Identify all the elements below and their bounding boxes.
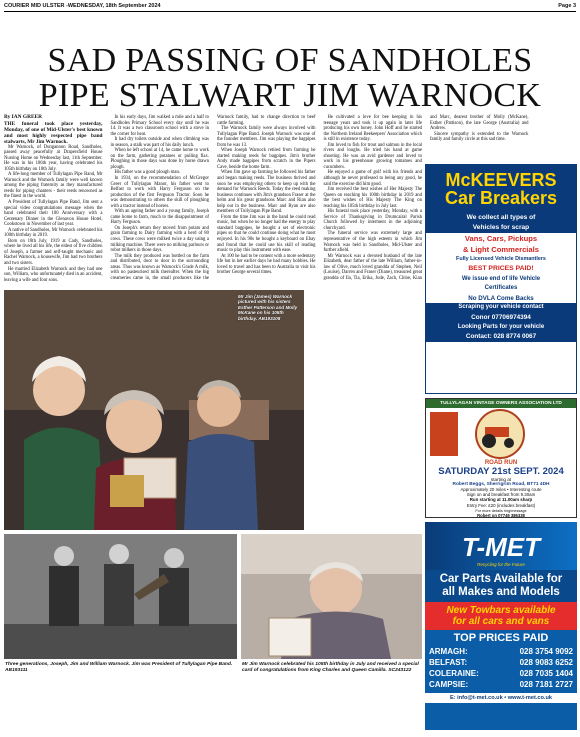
tmet-towbars-2: for all cars and vans: [452, 616, 550, 627]
mckeevers-line: Fully Licensed Vehicle Dismantlers: [426, 255, 576, 264]
tmet-location-name: COLERAINE:: [429, 669, 479, 678]
article-paragraph: His father was a good plough man.: [114, 170, 180, 176]
article-paragraph: When Joseph Warnock retired from farming he started making reeds for bagpipes. Jim's brother Andy made bagpipes from scratch in the Pipers Cave, beside the home farm.: [217, 148, 316, 170]
three-generations-caption: Three generations, Joseph, Jim and William Warnock. Jim was President of Tullylagan Pipe Band. AB193111: [5, 662, 233, 673]
road-run-detail: Sign on and breakfast from 9.30am: [466, 492, 536, 498]
mckeevers-line: Conor 07706974394: [426, 313, 576, 323]
tmet-location-row: [425, 679, 577, 690]
mckeevers-line: BEST PRICES PAID!: [426, 264, 576, 274]
article-paragraph: At 100 he had to be content with a more sedentary life but in her earlier days he had many hobbies. He loved to travel and has been to Australia to visit his brother George several times.: [217, 253, 316, 276]
road-run-detail: Entry Fee: £20 (includes breakfast): [466, 502, 536, 508]
page-header: [4, 3, 576, 12]
tmet-location-row: [425, 657, 577, 668]
road-run-ad[interactable]: [425, 398, 577, 518]
article-paragraph: Sincere sympathy is extended to the Warnock family and family circle at this sad time.: [430, 131, 529, 143]
road-run-starting: starting at: [490, 477, 512, 482]
article-paragraph: It had dry toilets outside and when climbing was in season, a stalk was part of his daily lunch.: [110, 137, 209, 148]
tmet-tagline: Recycling for the Future: [477, 562, 525, 567]
road-run-details: [426, 487, 576, 508]
paper-dateline: COURIER MID ULSTER -WEDNESDAY, 18th September 2024: [4, 3, 161, 9]
mckeevers-line: Scraping your vehicle contact: [426, 303, 576, 313]
road-run-contact-info: For more details ring/message: [475, 508, 527, 513]
road-run-date: SATURDAY 21st SEPT. 2024: [438, 466, 564, 477]
article-lede: THE funeral took place yesterday, Monday, of one of Mid-Ulster's best known and most highly respected pipe band stalwarts, Mr Jim Warnock.: [4, 120, 103, 145]
mckeevers-brand-line-2: Car Breakers: [444, 188, 558, 208]
birthday-photo-illustration: [241, 534, 422, 659]
byline: By IAN GREER: [4, 114, 43, 120]
article-paragraph: A President of Tullylagan Pipe Band, Jim sent a special video congratulations message when the band celebrated their 100 Anniversary with a Centenary Dinner in the Glenavon House Hotel, Cookstown in November of last year.: [4, 200, 103, 228]
three-generations-photo: [4, 534, 237, 659]
main-photo-illustration: [4, 290, 304, 530]
article-paragraph: The Warnock family were always involved with Tullylagan Pipe Band. Joseph Warnock was one of the founder members. Jim was playing the bagpipes from he was 13.: [217, 126, 316, 148]
headline-line-2: PIPE STALWART JIM WARNOCK: [38, 77, 542, 114]
tmet-location-name: BELFAST:: [429, 658, 468, 667]
road-run-detail: Approximately 20 miles • Interesting route: [460, 487, 542, 492]
mckeevers-line: Looking Parts for your vehicle: [426, 323, 576, 333]
article-paragraph: He cultivated a love for bee keeping in his teenage years and took it up again in later life producing his own honey. John Hoff and he started the Northern Ireland Beekeepers' Association which is still in existence today.: [323, 115, 422, 143]
main-photo: [4, 290, 304, 530]
tmet-location-phone[interactable]: 028 7181 2727: [519, 680, 573, 689]
tmet-towbars-1: New Towbars available: [446, 605, 556, 616]
tmet-headline-1: Car Parts Available for: [439, 573, 563, 585]
tmet-locations: [425, 646, 577, 690]
road-run-venue: Robert Beggs, Sherrigrim Road, BT71 4DH: [452, 482, 550, 487]
tmet-location-name: ARMAGH:: [429, 647, 468, 656]
article-paragraph: In his early days, Jim walked a mile and a half to Sandholes Primary School every day until he was 14. It was a two classroom school with a stove in the corner for heat.: [110, 115, 209, 137]
tmet-ad[interactable]: [425, 522, 577, 730]
page-number: Page 3: [558, 3, 576, 9]
mckeevers-line: Vans, Cars, Pickups: [426, 233, 576, 244]
tmet-headline-2: all Makes and Models: [442, 586, 560, 598]
mckeevers-line: Certificates: [426, 284, 576, 294]
article-paragraph: From the time Jim was in the band he could read music, but when he no longer had the energy to play standard bagpipes, he bought a set of electronic pipes so that he could continue doing what he most enjoyed. In his 90s he bought a keyboard on Ebay and found that he could use his skill of reading music to play this instrument with ease.: [217, 214, 316, 254]
mckeevers-line: & Light Commercials: [426, 244, 576, 255]
road-run-detail: Run starting at 11.00am sharp: [469, 497, 533, 503]
mckeevers-lines: [426, 213, 576, 342]
main-photo-caption: Mr Jim (James) Warnock pictured with his sisters Esther Patterson and Molly McKane on his 105th birthday. AB193108: [238, 294, 298, 321]
article-paragraph: When Jim gave up farming he followed his father and began making reeds. The business thrived and soon he was employing others to keep up with the demand for Warnock Reeds. Today the reed making business continues with Jim's grandson Fraser at the helm and his great grandsons Marc and Rian also help out in the business. Marc and Ryan are also members of Tullylagan Pipe Band.: [217, 170, 316, 215]
tmet-location-phone[interactable]: 028 9083 6252: [519, 658, 573, 667]
tmet-location-phone[interactable]: 028 3754 9092: [519, 647, 573, 656]
tmet-contact: E: info@t-met.co.uk • www.t-met.co.uk: [425, 693, 577, 703]
birthday-photo: [241, 534, 422, 659]
tractor-icon: [465, 409, 535, 459]
article-paragraph: His funeral took place yesterday, Monday, with a Service of Thanksgiving in Drumcairal Parish Church followed by interment in the adjoining churchyard.: [323, 209, 422, 231]
mckeevers-line: We issue end of life Vehicle: [426, 275, 576, 285]
mckeevers-brand: [426, 165, 576, 213]
mckeevers-line: Vehicles for scrap: [426, 223, 576, 233]
road-run-contact: Robert on 07749 386338: [477, 512, 525, 518]
article-paragraph: With an ageing father and a young family, Joseph came home to farm, much to the disappointment of Harry Ferguson.: [110, 209, 209, 226]
tmet-location-row: [425, 646, 577, 657]
article-paragraph: On Joseph's return they moved from potato and grain farming to Dairy farming with a herd of 80 cows. These cows were milked twice a day using a milking machine. There were no milking parlours or robot milkers in those days.: [110, 225, 209, 254]
article-paragraph: Jim loved to fish for trout and salmon in the local rivers and loughs. He tried his hand at game shooting. He was an avid gardener and loved to work in his greenhouse growing tomatoes and cucumbers.: [323, 142, 422, 170]
article-paragraph: Jim received the best wishes of Her Majesty The Queen on reaching his 100th birthday in 2019 and the best wishes of His Majesty The King on reaching his 105th birthday in July last.: [323, 187, 422, 209]
article-paragraph: Mr Warnock was a devoted husband of the late Elizabeth, dear father of the late William, father-in-law of Olive, much loved grandda of Stephen, Neil (Louise), Darren and Fraser (Diane), treasured great grandda of Ila, Tia, Erika, Jude, Zach, Chloe, Kian and Marc, dearest brother of Molly (McKane), Esther (Pattison), the late George (Australia) and Andrew.: [323, 115, 529, 281]
article-paragraph: When he left school at 14, he came home to work on the farm, gathering potatoes or pulling flax. Ploughing in those days was done by horse drawn plough.: [110, 148, 209, 170]
road-run-title: ROAD RUN: [484, 460, 518, 466]
birthday-caption: Mr Jim Warnock celebrated his 105th birthday in July and received a special card of congratulations from King Charles and Queen Camilla. SC243122: [242, 662, 419, 673]
article-paragraph: The funeral service was extremely large and representative of the high esteem in which Jim Warnock was held in Sandholes, Mid-Ulster and further afield.: [323, 231, 422, 254]
mckeevers-line: No DVLA Come Backs: [426, 294, 576, 304]
article-paragraph: In 1934, on the recommendation of McGregor Greer of Tullylagan Manor, his father went to Belfast to work with Harry Ferguson on the production of the first Ferguson Tractor. Soon he was demonstrating to others the skill of ploughing with a tractor instead of horses.: [110, 176, 209, 209]
article-paragraph: The milk they produced was bottled on the farm and distributed, door to door in the surrounding areas. Thus was known as Warnock's Grade A milk, with no pasteurised milk thereafter. When the big creameries came in, the small producers like the Warnock family, had to change direction to beef cattle farming.: [110, 115, 316, 281]
article-paragraph: Mr Warnock, of Dungannon Road, Sandholes, passed away peacefully at Drapersfield House Nursing Home on Wednesday last, 11th September. He was in his 106th year, having celebrated his 105th birthday on 18th July.: [4, 144, 103, 172]
headline-line-1: SAD PASSING OF SANDHOLES: [47, 42, 533, 79]
tmet-location-name: CAMPSIE:: [429, 680, 469, 689]
road-run-header: TULLYLAGAN VINTAGE OWNERS ASSOCIATION LTD: [426, 399, 576, 408]
article-paragraph: Born on 18th July, 1919 at Cady, Sandholes, where he lived all his life, the eldest of five children of Joseph, a farmer and self-taught mechanic and Rachel Warnock, a housewife, Jim had two brothers and two sisters.: [4, 238, 103, 267]
road-run-side-text: [542, 412, 572, 456]
tmet-logo-text: T-MET: [462, 532, 540, 562]
mckeevers-brand-line-1: McKEEVERS: [445, 170, 557, 190]
article-paragraph: A native of Sandholes, Mr Warnock celebrated his 100th birthday in 2019.: [4, 227, 103, 239]
tmet-prices: TOP PRICES PAID: [453, 632, 549, 644]
mckeevers-ad[interactable]: [425, 164, 577, 394]
mckeevers-line: We collect all types of: [426, 213, 576, 223]
mckeevers-line: Contact: 028 8774 0067: [426, 332, 576, 342]
article-paragraph: A life-long member of Tullylagan Pipe Band, Mr Warnock and the Warnock family were well known among the piping fraternity as they manufactured reeds for piping chanters - their reeds renowned as the finest in the world.: [4, 172, 103, 200]
tmet-location-row: [425, 668, 577, 679]
tmet-location-phone[interactable]: 028 7035 1404: [519, 669, 573, 678]
article-paragraph: He enjoyed a game of golf with his friends and although he never professed to being any good, he said the exercise did him good.: [323, 170, 422, 187]
vintage-badge: [430, 412, 458, 456]
three-generations-illustration: [4, 534, 237, 659]
article-paragraph: He married Elizabeth Warnock and they had one son, William, who unfortunately died in an accident, leaving a wife and four sons.: [4, 266, 103, 283]
